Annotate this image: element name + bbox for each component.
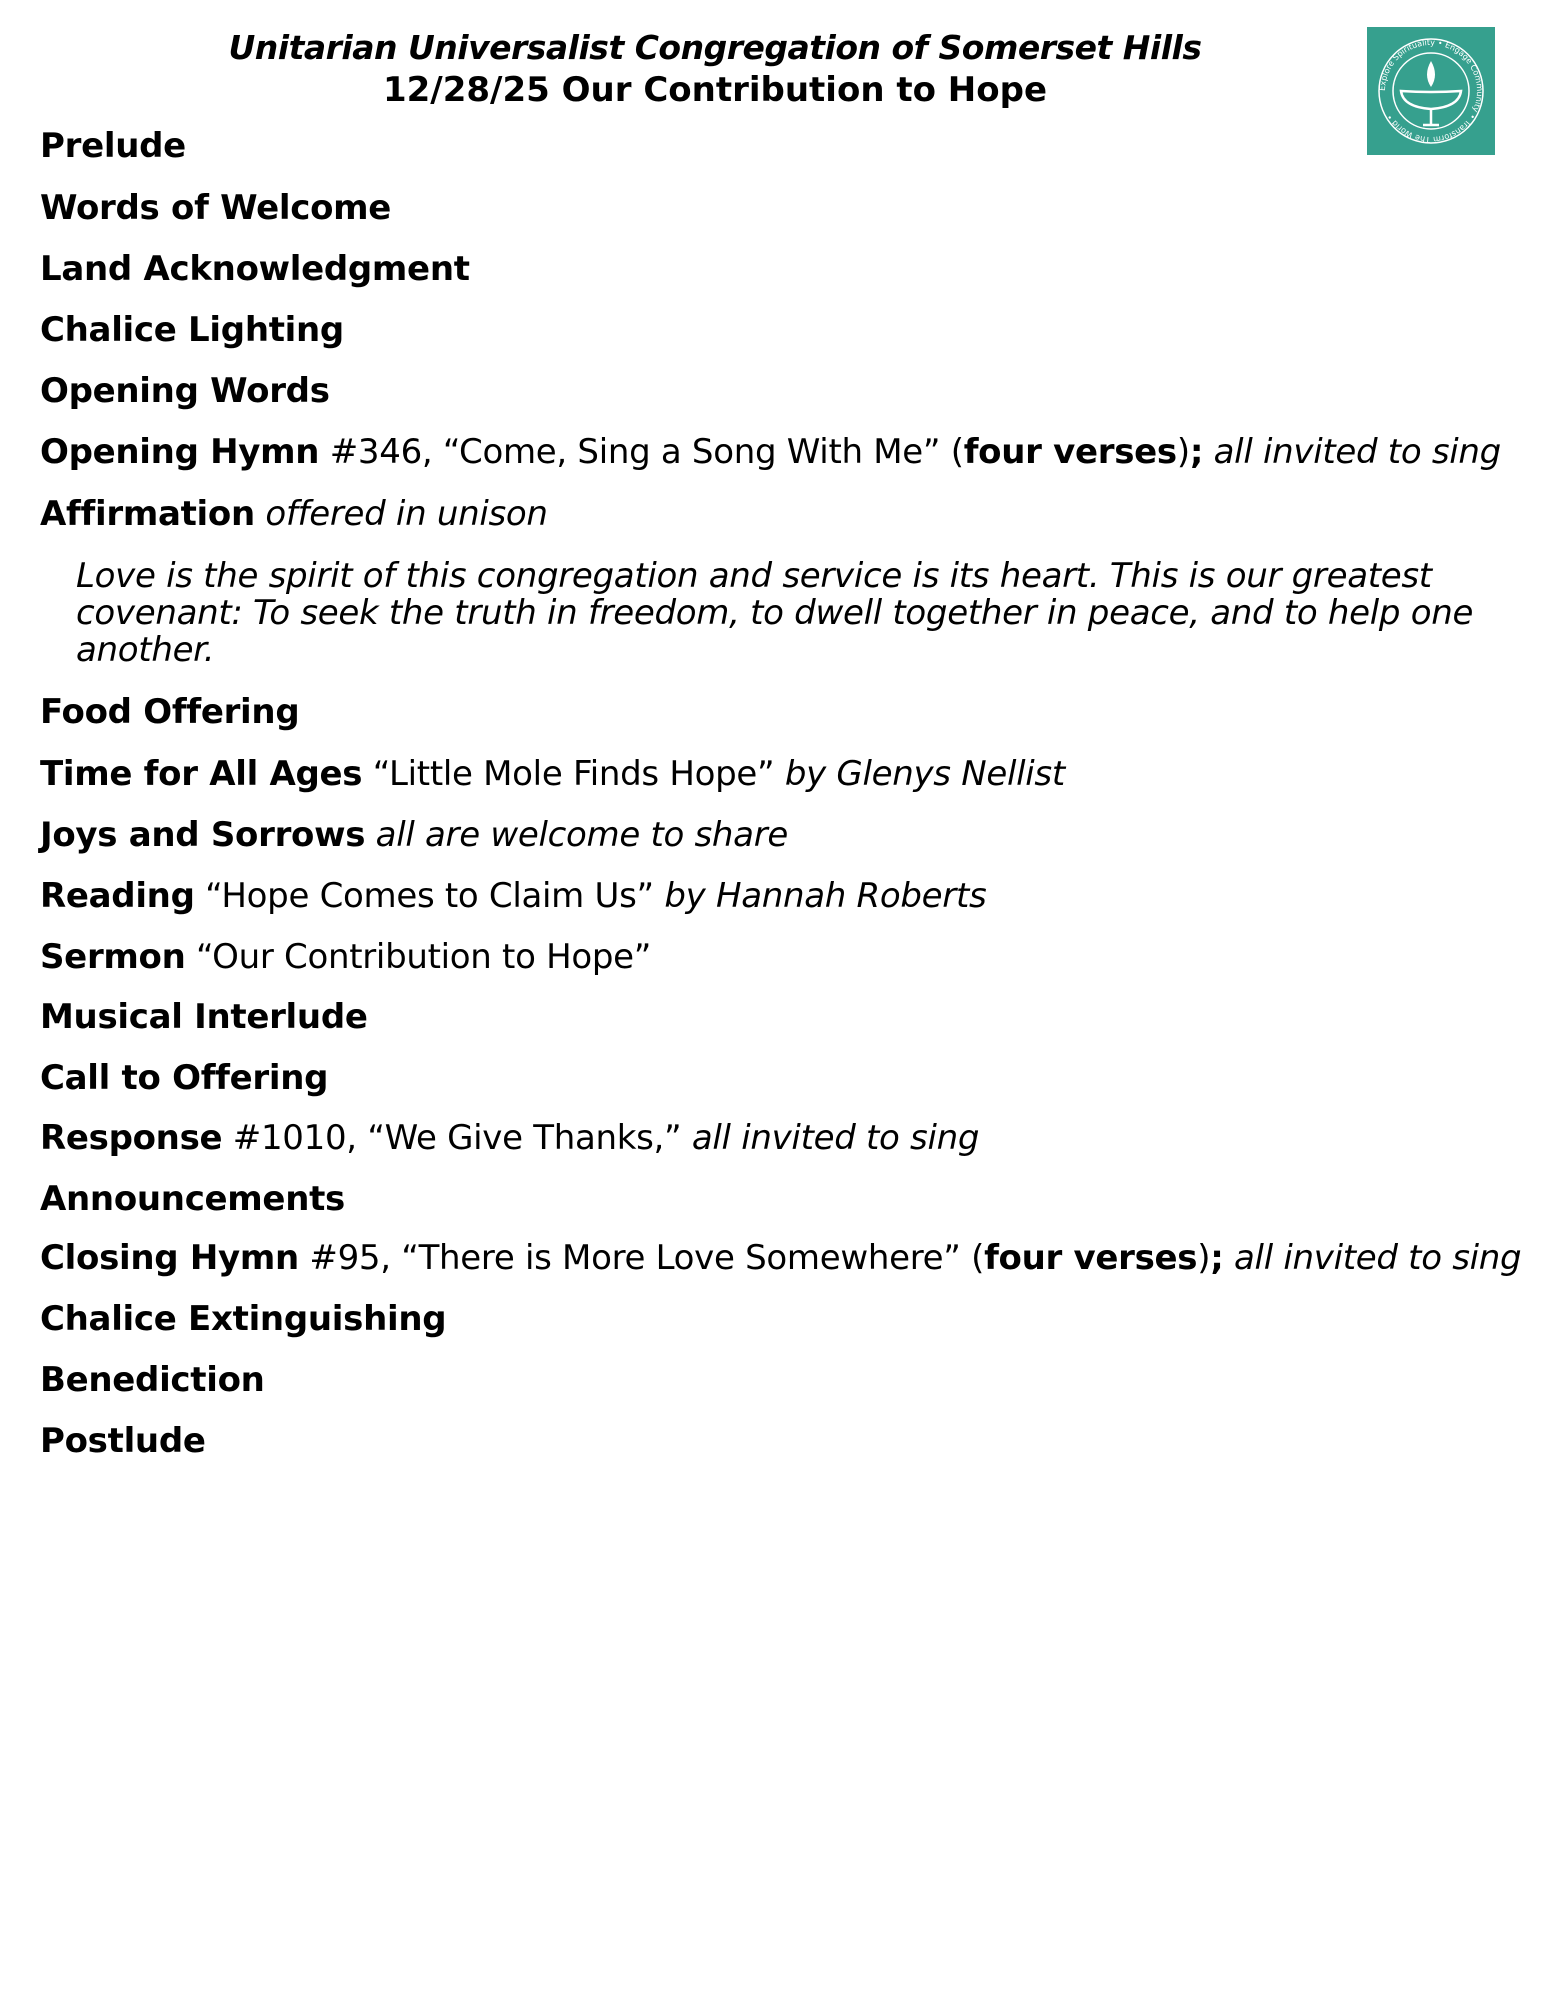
item-label: Opening Words: [40, 371, 330, 411]
flaming-chalice-icon: [1367, 27, 1495, 155]
item-chalice-lighting: [40, 310, 344, 350]
hymn-verses: four verses: [984, 1238, 1198, 1278]
hymn-close-paren: ): [1176, 432, 1190, 472]
item-postlude: [40, 1421, 206, 1461]
item-label: Joys and Sorrows: [40, 815, 366, 855]
joys-note: all are welcome to share: [365, 815, 788, 855]
item-label: Response: [40, 1118, 223, 1158]
item-label: Benediction: [40, 1360, 265, 1400]
hymn-close-paren: ): [1197, 1238, 1211, 1278]
item-label: Postlude: [40, 1421, 206, 1461]
item-announcements: [40, 1179, 345, 1219]
hymn-note: all invited to sing: [1223, 1238, 1522, 1278]
item-time-for-all-ages: [40, 754, 1065, 794]
item-label: Food Offering: [40, 692, 300, 732]
logo-ring-text: Explore Spirituality • Engage Community • Transform The World •: [1377, 37, 1485, 145]
response-note: all invited to sing: [681, 1118, 980, 1158]
item-label: Chalice Lighting: [40, 310, 344, 350]
item-label: Prelude: [40, 126, 186, 166]
hymn-detail: #95, “There is More Love Somewhere” (: [298, 1238, 985, 1278]
affirmation-note: offered in unison: [254, 494, 548, 534]
story-title: “Little Mole Finds Hope”: [362, 754, 775, 794]
affirmation-text: Love is the spirit of this congregation and service is its heart. This is our greatest covenant: To seek the truth in freedom, to dwell together in peace, and to help one another.: [76, 556, 1474, 670]
item-label: Words of Welcome: [40, 188, 392, 228]
uu-chalice-logo: [1367, 27, 1495, 155]
reading-author: by Hannah Roberts: [653, 876, 987, 916]
item-opening-words: [40, 371, 330, 411]
item-call-to-offering: [40, 1058, 328, 1098]
hymn-semicolon: ;: [1189, 432, 1204, 472]
item-response: [40, 1118, 979, 1158]
service-title: 12/28/25 Our Contribution to Hope: [382, 70, 1048, 110]
item-food-offering: [40, 692, 299, 732]
item-musical-interlude: [40, 997, 368, 1037]
item-sermon: [40, 937, 651, 977]
bulletin-header: [0, 26, 1430, 110]
congregation-name: Unitarian Universalist Congregation of Somerset Hills: [228, 28, 1202, 67]
sermon-title: “Our Contribution to Hope”: [185, 937, 652, 977]
item-joys-and-sorrows: [40, 815, 788, 855]
response-detail: #1010, “We Give Thanks,”: [222, 1118, 682, 1158]
hymn-detail: #346, “Come, Sing a Song With Me” (: [319, 432, 964, 472]
item-opening-hymn: [40, 432, 1501, 472]
item-words-of-welcome: [40, 188, 391, 228]
item-land-acknowledgment: [40, 249, 470, 289]
item-label: Call to Offering: [40, 1058, 329, 1098]
item-label: Sermon: [40, 937, 186, 977]
item-label: Closing Hymn: [40, 1238, 299, 1278]
item-label: Reading: [40, 876, 195, 916]
item-label: Announcements: [40, 1179, 345, 1219]
item-label: Musical Interlude: [40, 997, 368, 1037]
item-label: Chalice Extinguishing: [40, 1299, 447, 1339]
hymn-note: all invited to sing: [1203, 432, 1501, 472]
reading-title: “Hope Comes to Claim Us”: [194, 876, 654, 916]
hymn-semicolon: ;: [1210, 1238, 1224, 1278]
story-author: by Glenys Nellist: [774, 754, 1065, 794]
item-label: Affirmation: [40, 494, 255, 534]
item-prelude: [40, 126, 186, 166]
item-closing-hymn: [40, 1238, 1521, 1278]
item-affirmation: [40, 494, 548, 534]
hymn-verses: four verses: [963, 432, 1177, 472]
item-label: Opening Hymn: [40, 432, 320, 472]
item-label: Land Acknowledgment: [40, 249, 470, 289]
item-benediction: [40, 1360, 265, 1400]
item-reading: [40, 876, 986, 916]
item-label: Time for All Ages: [40, 754, 363, 794]
item-chalice-extinguishing: [40, 1299, 446, 1339]
